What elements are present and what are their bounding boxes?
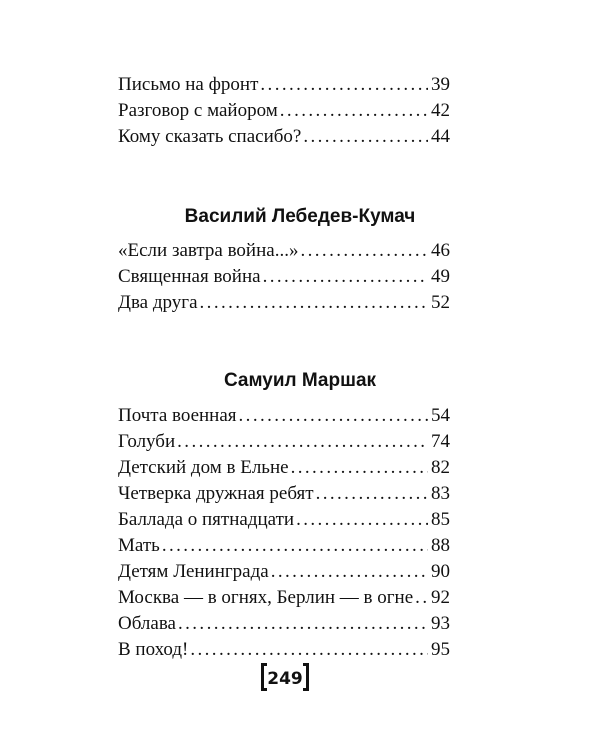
toc-entry: [118, 559, 450, 585]
toc-entry: [118, 290, 450, 316]
dot-leader: [291, 455, 428, 481]
dot-leader: [178, 611, 428, 637]
toc-entry: [118, 124, 450, 150]
dot-leader: [300, 238, 428, 264]
entry-title: Баллада о пятнадцати: [118, 509, 295, 530]
entry-page: 42: [431, 100, 450, 121]
dot-leader: [260, 72, 428, 98]
dot-leader: [415, 585, 428, 611]
toc-section-3: [118, 403, 450, 663]
entry-page: 93: [431, 613, 450, 634]
entry-title: Детский дом в Ельне: [118, 457, 289, 478]
toc-entry: [118, 264, 450, 290]
dot-leader: [316, 481, 428, 507]
page-number-text: 249: [267, 669, 303, 689]
entry-title: Детям Ленинграда: [118, 561, 269, 582]
entry-title: Четверка дружная ребят: [118, 483, 314, 504]
dot-leader: [271, 559, 428, 585]
entry-title: В поход!: [118, 639, 189, 660]
entry-title: Кому сказать спасибо?: [118, 126, 302, 147]
entry-title: Письмо на фронт: [118, 74, 259, 95]
entry-title: Мать: [118, 535, 160, 556]
entry-page: 88: [431, 535, 450, 556]
entry-page: 85: [431, 509, 450, 530]
entry-page: 54: [431, 405, 450, 426]
toc-entry: [118, 585, 450, 611]
dot-leader: [190, 637, 428, 663]
toc-section-1: [118, 72, 450, 150]
dot-leader: [177, 429, 428, 455]
dot-leader: [200, 290, 428, 316]
dot-leader: [303, 124, 428, 150]
toc-entry: [118, 481, 450, 507]
dot-leader: [296, 507, 428, 533]
toc-entry: [118, 455, 450, 481]
entry-title: Разговор с майором: [118, 100, 278, 121]
entry-title: Священная война: [118, 266, 261, 287]
author-heading: Василий Лебедев-Кумач: [184, 206, 416, 227]
toc-entry: [118, 98, 450, 124]
entry-title: Голуби: [118, 431, 176, 452]
entry-page: 49: [431, 266, 450, 287]
toc-entry: [118, 72, 450, 98]
author-heading: Самуил Маршак: [223, 370, 377, 391]
dot-leader: [263, 264, 428, 290]
right-bracket-decoration: [303, 663, 309, 691]
entry-page: 95: [431, 639, 450, 660]
toc-entry: [118, 637, 450, 663]
entry-title: Два друга: [118, 292, 198, 313]
page-number: [261, 663, 309, 695]
entry-page: 83: [431, 483, 450, 504]
toc-section-2: [118, 238, 450, 316]
left-bracket-decoration: [261, 663, 267, 691]
toc-entry: [118, 238, 450, 264]
toc-entry: [118, 429, 450, 455]
toc-entry: [118, 507, 450, 533]
entry-page: 39: [431, 74, 450, 95]
entry-page: 82: [431, 457, 450, 478]
entry-page: 46: [431, 240, 450, 261]
entry-page: 90: [431, 561, 450, 582]
entry-page: 52: [431, 292, 450, 313]
entry-title: Москва — в огнях, Берлин — в огне: [118, 587, 414, 608]
toc-entry: [118, 611, 450, 637]
entry-page: 92: [431, 587, 450, 608]
dot-leader: [239, 403, 428, 429]
entry-page: 74: [431, 431, 450, 452]
entry-title: Почта военная: [118, 405, 237, 426]
entry-title: Облава: [118, 613, 176, 634]
toc-entry: [118, 533, 450, 559]
dot-leader: [162, 533, 428, 559]
entry-title: «Если завтра война...»: [118, 240, 299, 261]
entry-page: 44: [431, 126, 450, 147]
dot-leader: [280, 98, 428, 124]
toc-entry: [118, 403, 450, 429]
